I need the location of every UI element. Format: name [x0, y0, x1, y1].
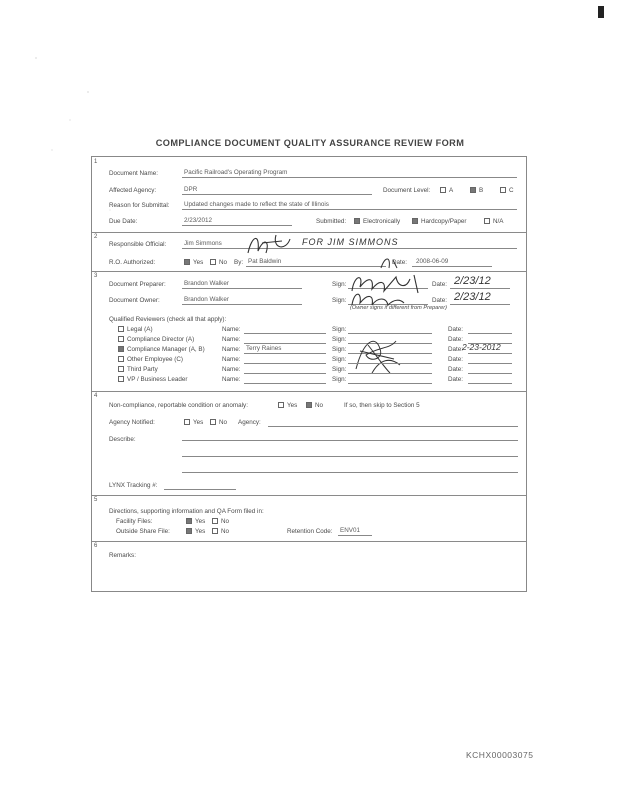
underline	[412, 266, 492, 267]
noncompliance-yes-label: Yes	[287, 402, 298, 409]
describe-label: Describe:	[109, 436, 136, 443]
ro-no-label: No	[219, 259, 228, 266]
reviewer-sign-label: Sign:	[332, 336, 347, 343]
preparer-date-label: Date:	[432, 281, 448, 288]
facility-no-label: No	[221, 518, 230, 525]
outside-no-checkbox[interactable]	[212, 528, 218, 534]
owner-label: Document Owner:	[109, 297, 160, 304]
affected-agency-value[interactable]: DPR	[184, 186, 198, 193]
section-number: 4	[94, 393, 98, 399]
agency-notified-yes-checkbox[interactable]	[184, 419, 190, 425]
reviewer-name-label: Name:	[222, 376, 241, 383]
reason-label: Reason for Submittal:	[109, 202, 170, 209]
preparer-value[interactable]: Brandon Walker	[184, 280, 229, 287]
agency-field[interactable]	[268, 426, 518, 427]
ro-date-label: Date:	[392, 259, 408, 266]
ro-yes-label: Yes	[193, 259, 204, 266]
reviewer-sign-label: Sign:	[332, 356, 347, 363]
level-a-label: A	[449, 187, 454, 194]
underline	[244, 343, 326, 344]
underline	[468, 373, 512, 374]
underline	[244, 353, 326, 354]
preparer-sign-label: Sign:	[332, 281, 347, 288]
reviewer-name-label: Name:	[222, 356, 241, 363]
due-date-label: Due Date:	[109, 218, 138, 225]
ro-yes-checkbox[interactable]	[184, 259, 190, 265]
section-number: 1	[94, 159, 98, 165]
reviewer-role: Third Party	[127, 366, 158, 373]
document-level-label: Document Level:	[383, 187, 431, 194]
underline	[450, 288, 510, 289]
ro-date-value[interactable]: 2008-06-09	[416, 258, 449, 265]
section-divider	[92, 495, 526, 496]
underline	[468, 353, 512, 354]
reviewer-name-value[interactable]: Terry Raines	[246, 345, 282, 352]
reviewer-date-label: Date:	[448, 366, 464, 373]
reviewer-date-label: Date:	[448, 356, 464, 363]
underline	[468, 333, 512, 334]
section-number: 5	[94, 497, 98, 503]
underline	[246, 266, 386, 267]
describe-line[interactable]	[182, 472, 518, 473]
document-name-label: Document Name:	[109, 170, 158, 177]
agency-notified-no-checkbox[interactable]	[210, 419, 216, 425]
section-number: 6	[94, 543, 98, 549]
qa-review-form	[91, 156, 527, 592]
retention-code-value[interactable]: ENV01	[340, 527, 360, 534]
na-label: N/A	[493, 218, 504, 225]
underline	[182, 225, 292, 226]
agency-label: Agency:	[238, 419, 261, 426]
underline	[244, 383, 326, 384]
underline	[182, 288, 302, 289]
reviewer-sign-label: Sign:	[332, 326, 347, 333]
facility-files-label: Facility Files:	[116, 518, 153, 525]
owner-sign-label: Sign:	[332, 297, 347, 304]
reviewer-role: Legal (A)	[127, 326, 153, 333]
agency-notified-label: Agency Notified:	[109, 419, 155, 426]
preparer-label: Document Preparer:	[109, 281, 166, 288]
responsible-official-label: Responsible Official:	[109, 241, 167, 248]
owner-date-label: Date:	[432, 297, 448, 304]
na-checkbox[interactable]	[484, 218, 490, 224]
skip-instruction: If so, then skip to Section 5	[344, 402, 420, 409]
official-signature-text: FOR JIM SIMMONS	[302, 237, 399, 247]
reviewer-signature	[350, 329, 420, 377]
underline	[244, 333, 326, 334]
ro-authorized-label: R.O. Authorized:	[109, 259, 156, 266]
section-number: 3	[94, 273, 98, 279]
reviewer-sign-label: Sign:	[332, 376, 347, 383]
reviewer-role: Other Employee (C)	[127, 356, 183, 363]
section-divider	[92, 391, 526, 392]
due-date-value[interactable]: 2/23/2012	[184, 217, 213, 224]
ro-by-label: By:	[234, 259, 244, 266]
level-b-label: B	[479, 187, 484, 194]
lynx-tracking-label: LYNX Tracking #:	[109, 482, 158, 489]
underline	[450, 304, 510, 305]
describe-line[interactable]	[182, 456, 518, 457]
noncompliance-label: Non-compliance, reportable condition or anomaly:	[109, 402, 248, 409]
reviewer-date-label: Date:	[448, 326, 464, 333]
reviewer-checkbox[interactable]	[118, 376, 124, 382]
outside-yes-label: Yes	[195, 528, 206, 535]
preparer-date-value[interactable]: 2/23/12	[454, 275, 491, 287]
underline	[468, 383, 512, 384]
document-name-value[interactable]: Pacific Railroad's Operating Program	[184, 169, 288, 176]
noncompliance-no-label: No	[315, 402, 324, 409]
reviewer-role: Compliance Director (A)	[127, 336, 195, 343]
reviewer-checkbox[interactable]	[118, 356, 124, 362]
affected-agency-label: Affected Agency:	[109, 187, 157, 194]
submitted-label: Submitted:	[316, 218, 347, 225]
level-c-checkbox[interactable]	[500, 187, 506, 193]
underline	[338, 535, 372, 536]
directions-label: Directions, supporting information and QA Form filed in:	[109, 508, 264, 515]
reviewer-sign-label: Sign:	[332, 366, 347, 373]
outside-no-label: No	[221, 528, 230, 535]
underline	[182, 177, 517, 178]
reviewer-role: VP / Business Leader	[127, 376, 188, 383]
reason-value[interactable]: Updated changes made to reflect the state of Illinois	[184, 201, 329, 208]
outside-yes-checkbox[interactable]	[186, 528, 192, 534]
underline	[348, 373, 432, 374]
ro-no-checkbox[interactable]	[210, 259, 216, 265]
level-a-checkbox[interactable]	[440, 187, 446, 193]
reviewer-checkbox[interactable]	[118, 366, 124, 372]
underline	[182, 209, 517, 210]
remarks-label: Remarks:	[109, 552, 136, 559]
hardcopy-checkbox[interactable]	[412, 218, 418, 224]
reviewer-checkbox[interactable]	[118, 336, 124, 342]
describe-line[interactable]	[182, 440, 518, 441]
section-divider	[92, 271, 526, 272]
reviewer-checkbox[interactable]	[118, 346, 124, 352]
underline	[182, 194, 372, 195]
reviewers-label: Qualified Reviewers (check all that apply):	[109, 316, 227, 323]
underline	[468, 363, 512, 364]
underline	[182, 304, 302, 305]
level-c-label: C	[509, 187, 514, 194]
reviewer-name-label: Name:	[222, 346, 241, 353]
facility-no-checkbox[interactable]	[212, 518, 218, 524]
electronically-label: Electronically	[363, 218, 401, 225]
outside-share-label: Outside Share File:	[116, 528, 170, 535]
reviewer-sign-label: Sign:	[332, 346, 347, 353]
reviewer-role: Compliance Manager (A, B)	[127, 346, 205, 353]
owner-value[interactable]: Brandon Walker	[184, 296, 229, 303]
ro-by-value[interactable]: Pat Baldwin	[248, 258, 282, 265]
reviewer-date-value[interactable]: 2-23-2012	[462, 342, 501, 352]
owner-note: (Owner signs if different from Preparer)	[350, 305, 447, 311]
agency-notified-no-label: No	[219, 419, 228, 426]
noncompliance-no-checkbox[interactable]	[306, 402, 312, 408]
underline	[348, 363, 432, 364]
section-divider	[92, 541, 526, 542]
underline	[244, 373, 326, 374]
reviewer-name-label: Name:	[222, 366, 241, 373]
owner-date-value[interactable]: 2/23/12	[454, 291, 491, 303]
level-b-checkbox[interactable]	[470, 187, 476, 193]
facility-yes-label: Yes	[195, 518, 206, 525]
electronically-checkbox[interactable]	[354, 218, 360, 224]
lynx-tracking-field[interactable]	[164, 489, 236, 490]
underline	[348, 383, 432, 384]
reviewer-name-label: Name:	[222, 336, 241, 343]
underline	[244, 363, 326, 364]
form-title: COMPLIANCE DOCUMENT QUALITY ASSURANCE REVIEW FORM	[155, 138, 465, 148]
responsible-official-value[interactable]: Jim Simmons	[184, 240, 222, 247]
reviewer-name-label: Name:	[222, 326, 241, 333]
hardcopy-label: Hardcopy/Paper	[421, 218, 467, 225]
reviewer-date-label: Date:	[448, 376, 464, 383]
retention-code-label: Retention Code:	[287, 528, 333, 535]
agency-notified-yes-label: Yes	[193, 419, 204, 426]
facility-yes-checkbox[interactable]	[186, 518, 192, 524]
section-number: 2	[94, 234, 98, 240]
reviewer-date-label: Date:	[448, 346, 464, 353]
reviewer-date-label: Date:	[448, 336, 464, 343]
reviewer-checkbox[interactable]	[118, 326, 124, 332]
noncompliance-yes-checkbox[interactable]	[278, 402, 284, 408]
bates-number: KCHX00003075	[466, 750, 534, 760]
